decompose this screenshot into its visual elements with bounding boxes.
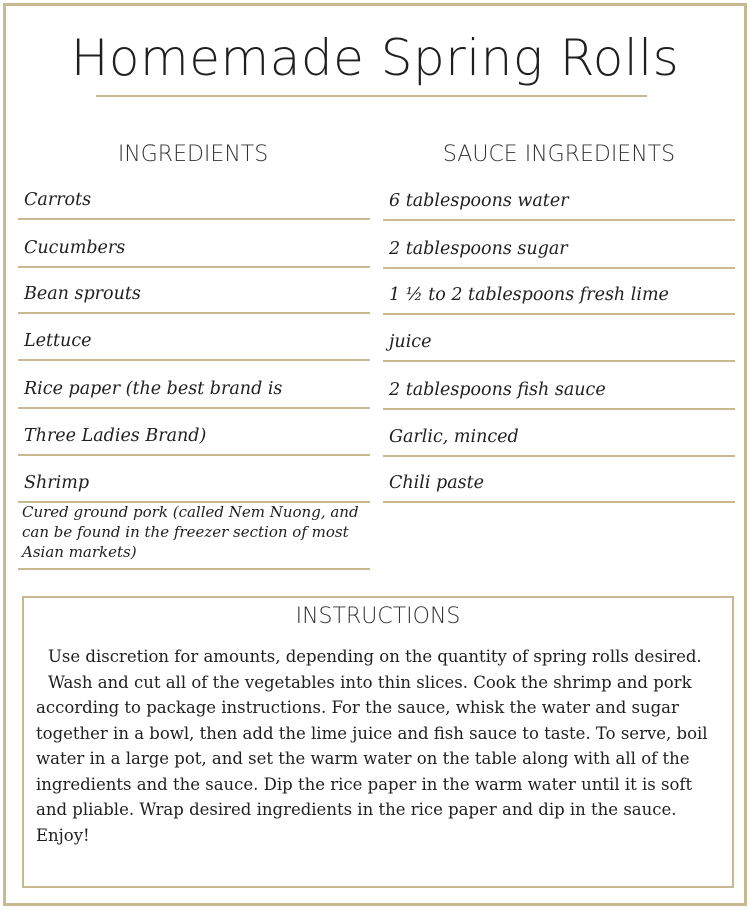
sauce-ingredient-row: 2 tablespoons sugar — [383, 223, 735, 269]
ingredient-row: Cured ground pork (called Nem Nuong, and can be found in the freezer section of most Asian markets) — [18, 505, 370, 570]
sauce-ingredient-row: Garlic, minced — [383, 412, 735, 457]
ingredient-row: Carrots — [18, 183, 370, 220]
instructions-text — [36, 644, 718, 848]
instructions-paragraph: Use discretion for amounts, depending on the quantity of spring rolls desired. — [48, 647, 702, 666]
ingredient-row: Three Ladies Brand) — [18, 411, 370, 456]
sauce-ingredient-row: Chili paste — [383, 459, 735, 503]
ingredients-heading: INGREDIENTS — [117, 142, 269, 167]
instructions-box — [22, 596, 734, 888]
title-underline — [96, 95, 647, 97]
ingredient-row: Rice paper (the best brand is — [18, 363, 370, 409]
ingredient-row: Cucumbers — [18, 222, 370, 268]
sauce-ingredient-row: 2 tablespoons fish sauce — [383, 364, 735, 410]
ingredient-row: Lettuce — [18, 316, 370, 361]
sauce-ingredients-heading: SAUCE INGREDIENTS — [442, 142, 676, 167]
recipe-title: Homemade Spring Rolls — [70, 29, 680, 87]
ingredient-row: Shrimp — [18, 458, 370, 503]
instructions-heading: INSTRUCTIONS — [295, 604, 461, 629]
sauce-ingredient-row: juice — [383, 317, 735, 362]
ingredient-row: Bean sprouts — [18, 270, 370, 314]
instructions-paragraph: Wash and cut all of the vegetables into thin slices. Cook the shrimp and pork according to package instructions. For the sauce, whisk the water and sugar together in a bowl, then add the lime juice and fish sauce to taste. To serve, boil water in a large pot, and set the warm water on the table along with all of the ingredients and the sauce. Dip the rice paper in the warm water until it is soft and pliable. Wrap desired ingredients in the rice paper and dip in the sauce. Enjoy! — [36, 672, 708, 845]
sauce-ingredient-row: 6 tablespoons water — [383, 183, 735, 221]
sauce-ingredient-row: 1 ½ to 2 tablespoons fresh lime — [383, 271, 735, 315]
